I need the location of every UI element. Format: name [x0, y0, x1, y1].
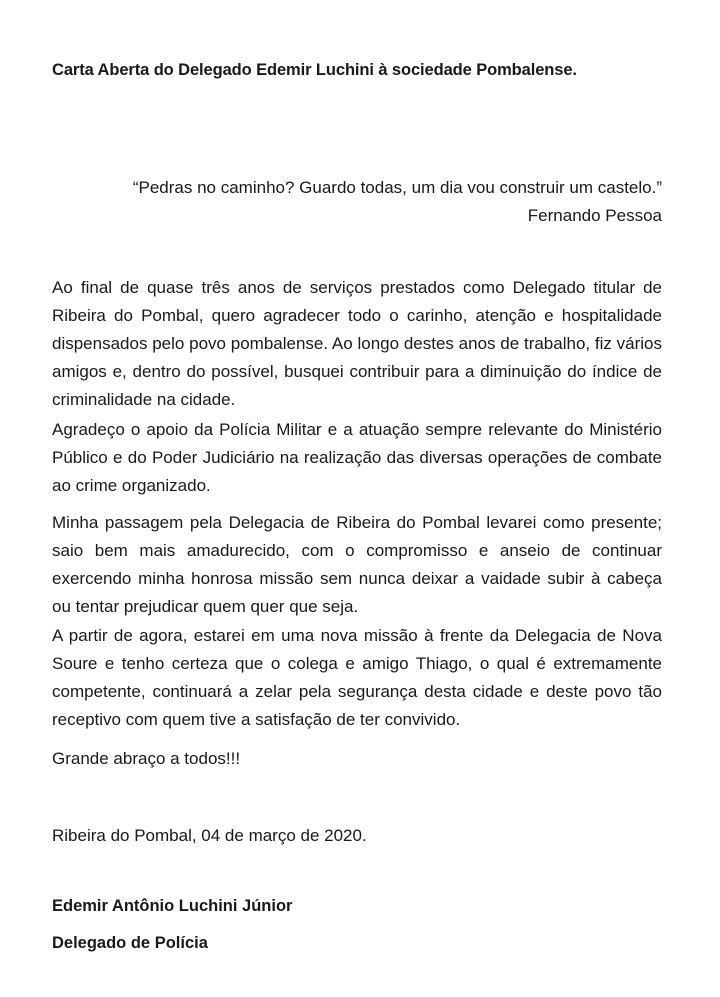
signature-role: Delegado de Polícia: [52, 934, 208, 952]
epigraph-quote: “Pedras no caminho? Guardo todas, um dia vou construir um castelo.”: [132, 178, 662, 197]
epigraph-author: Fernando Pessoa: [527, 206, 662, 225]
paragraph-support: Agradeço o apoio da Polícia Militar e a atuação sempre relevante do Ministério Público e do Poder Judiciário na realização das diversas operações de combate ao crime organizado.: [52, 420, 662, 495]
paragraph-thanks: Ao final de quase três anos de serviços prestados como Delegado titular de Ribeira do Pombal, quero agradecer todo o carinho, atenção e hospitalidade dispensados pelo povo pombalense. Ao longo destes anos de trabalho, fiz vários amigos e, dentro do possível, busquei contribuir para a diminuição do índice de criminalidade na cidade.: [52, 278, 662, 409]
signature-name: Edemir Antônio Luchini Júnior: [52, 897, 293, 915]
epigraph: [133, 174, 662, 230]
letter-title: Carta Aberta do Delegado Edemir Luchini à sociedade Pombalense.: [52, 61, 577, 79]
paragraph-farewell: Grande abraço a todos!!!: [52, 749, 241, 768]
paragraph-passage: Minha passagem pela Delegacia de Ribeira do Pombal levarei como presente; saio bem mais amadurecido, com o compromisso e anseio de continuar exercendo minha honrosa missão sem nunca deixar a vaidade subir à cabeça ou tentar prejudicar quem quer que seja.: [52, 513, 662, 616]
dateline: Ribeira do Pombal, 04 de março de 2020.: [52, 826, 367, 845]
paragraph-new-mission: A partir de agora, estarei em uma nova missão à frente da Delegacia de Nova Soure e tenho certeza que o colega e amigo Thiago, o qual é extremamente competente, continuará a zelar pela segurança desta cidade e deste povo tão receptivo com quem tive a satisfação de ter convivido.: [52, 626, 662, 729]
